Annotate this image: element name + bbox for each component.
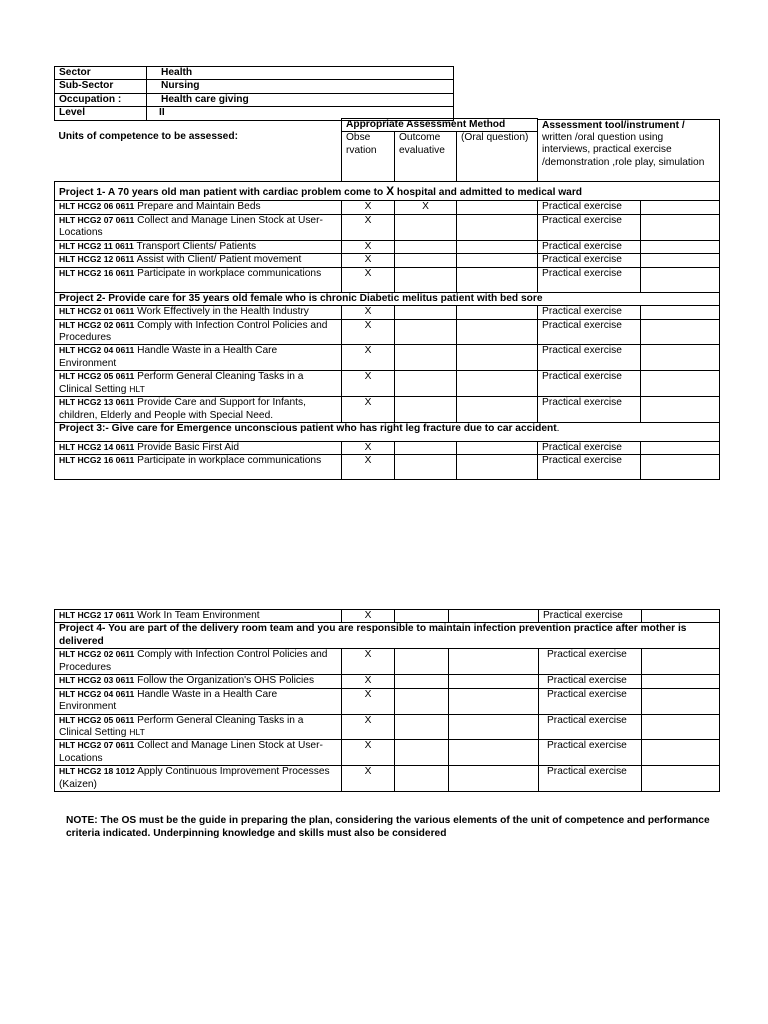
table-row: HLT HCG2 05 0611 Perform General Cleaning Tasks in a Clinical Setting HLT X Practical exercise [55, 371, 720, 397]
units-header: Units of competence to be assessed: [55, 119, 342, 182]
project-4-title: Project 4- You are part of the delivery room team and you are responsible to maintain infection prevention practice after mother is delivered [55, 623, 720, 649]
info-label: Sector [55, 67, 147, 80]
table-row: HLT HCG2 07 0611 Collect and Manage Linen Stock at User-Locations X Practical exercise [55, 740, 720, 766]
table-row: HLT HCG2 02 0611 Comply with Infection Control Policies and Procedures X Practical exercise [55, 319, 720, 345]
tool-title: Assessment tool/instrument / [538, 119, 719, 132]
table-row: HLT HCG2 07 0611 Collect and Manage Linen Stock at User-Locations X Practical exercise [55, 214, 720, 240]
units-table [54, 118, 720, 480]
table-row: HLT HCG2 16 0611 Participate in workplace communications X Practical exercise [55, 455, 720, 480]
assessment-method-header: Appropriate Assessment Method [342, 119, 538, 132]
table-row: HLT HCG2 03 0611 Follow the Organization's OHS Policies X Practical exercise [55, 675, 720, 688]
info-value: Health care giving [147, 93, 454, 106]
table-row: HLT HCG2 16 0611 Participate in workplace communications X Practical exercise [55, 267, 720, 292]
project-3-title: Project 3:- Give care for Emergence unconscious patient who has right leg fracture due to car accident. [55, 423, 720, 442]
info-label: Occupation : [55, 93, 147, 106]
project-2-title: Project 2- Provide care for 35 years old female who is chronic Diabetic melitus patient with bed sore [55, 292, 720, 305]
table-row: HLT HCG2 18 1012 Apply Continuous Improvement Processes (Kaizen) X Practical exercise [55, 766, 720, 792]
table-row: HLT HCG2 06 0611 Prepare and Maintain Beds X X Practical exercise [55, 201, 720, 214]
table-row: HLT HCG2 01 0611 Work Effectively in the Health Industry X Practical exercise [55, 306, 720, 319]
info-value: Nursing [147, 80, 454, 93]
project-1-title: Project 1- A 70 years old man patient with cardiac problem come to X hospital and admitted to medical ward [55, 182, 720, 201]
observation-col: Obse rvation [342, 132, 395, 182]
table-row: HLT HCG2 04 0611 Handle Waste in a Health Care Environment X Practical exercise [55, 688, 720, 714]
oral-col: (Oral question) [457, 132, 538, 182]
table-row: HLT HCG2 13 0611 Provide Care and Support for Infants, children, Elderly and People with Special Need. X Practical exercise [55, 397, 720, 423]
table-row: HLT HCG2 05 0611 Perform General Cleaning Tasks in a Clinical Setting HLT X Practical exercise [55, 714, 720, 740]
sector-info-table [54, 66, 454, 121]
table-row: HLT HCG2 11 0611 Transport Clients/ Patients X Practical exercise [55, 240, 720, 253]
info-label: Sub-Sector [55, 80, 147, 93]
table-row: HLT HCG2 14 0611 Provide Basic First Aid X Practical exercise [55, 442, 720, 455]
info-value: Health [147, 67, 454, 80]
assessment-tool-header [538, 119, 720, 182]
table-row: HLT HCG2 02 0611 Comply with Infection Control Policies and Procedures X Practical exercise [55, 649, 720, 675]
table-row: HLT HCG2 04 0611 Handle Waste in a Health Care Environment X Practical exercise [55, 345, 720, 371]
tool-description: written /oral question using interviews, practical exercise /demonstration ,role play, simulation [542, 131, 705, 168]
table-row: HLT HCG2 12 0611 Assist with Client/ Patient movement X Practical exercise [55, 254, 720, 267]
note-text: NOTE: The OS must be the guide in preparing the plan, considering the various elements of the unit of competence and performance criteria indicated. Underpinning knowledge and skills must also be considered [66, 815, 710, 840]
info-label: Level [55, 107, 147, 120]
outcome-col: Outcome evaluative [395, 132, 457, 182]
table-row: HLT HCG2 17 0611 Work In Team Environment X Practical exercise [55, 610, 720, 623]
info-value: II [147, 107, 454, 120]
units-table-continued [54, 609, 720, 792]
